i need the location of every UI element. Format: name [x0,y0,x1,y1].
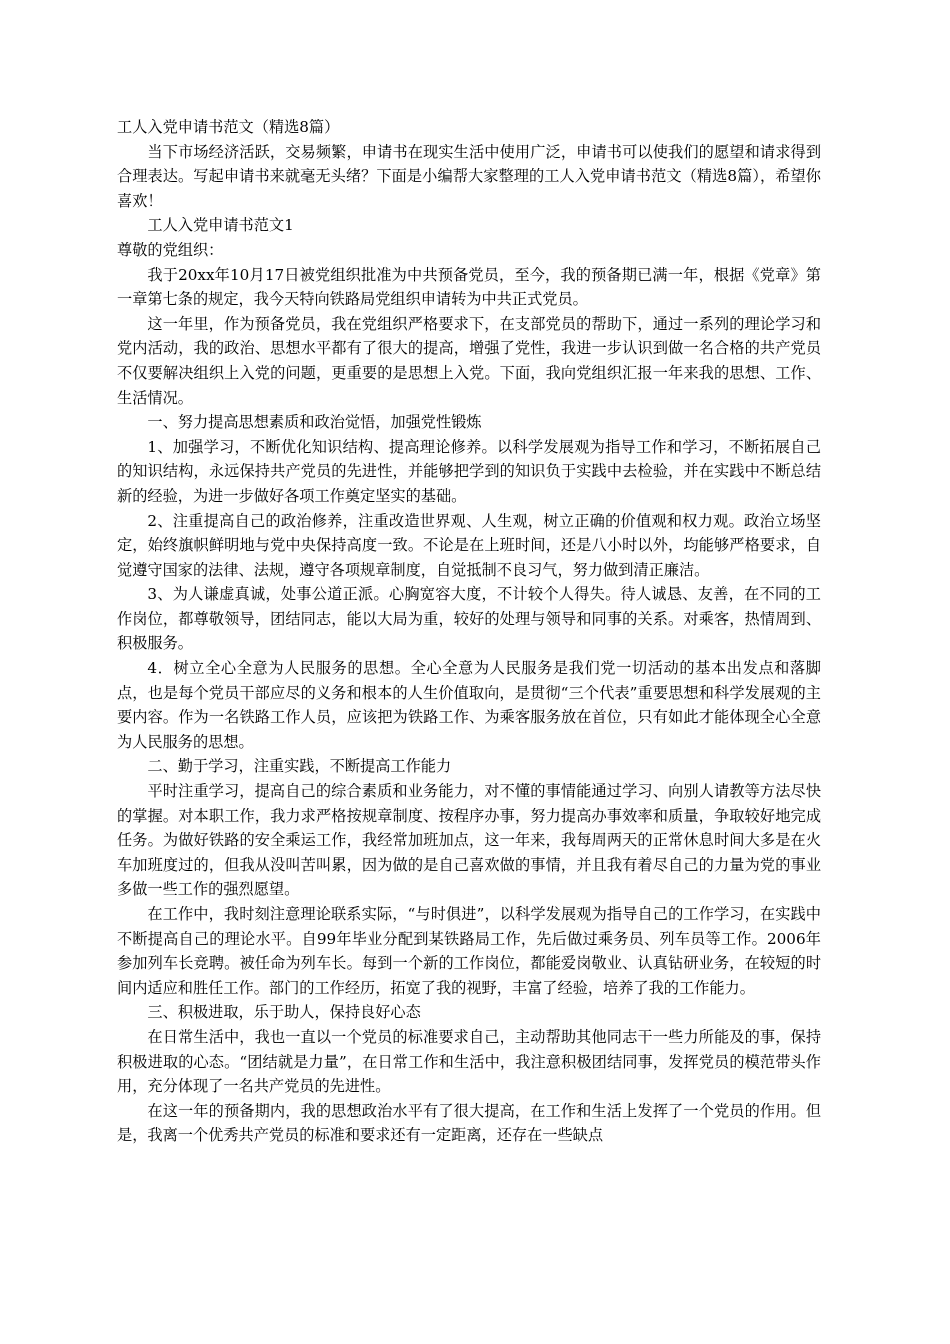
salutation: 尊敬的党组织： [117,240,224,259]
paragraph-4: 2、注重提高自己的政治修养，注重改造世界观、人生观，树立正确的价值观和权力观。政治立场坚定，始终旗帜鲜明地与党中央保持高度一致。不论是在上班时间，还是八小时以外，均能够严格要求，自觉遵守国家的法律、法规，遵守各项规章制度，自觉抵制不良习气，努力做到清正廉洁。 [117,511,821,579]
heading-3: 三、积极进取，乐于助人，保持良好心态 [147,1003,421,1022]
paragraph-8: 在工作中，我时刻注意理论联系实际，“与时俱进”，以科学发展观为指导自己的工作学习，在实践中不断提高自己的理论水平。自99年毕业分配到某铁路局工作，先后做过乘务员、列车员等工作。2006年参加列车长竞聘。被任命为列车长。每到一个新的工作岗位，都能爱岗敬业、认真钻研业务，在较短的时间内适应和胜任工作。部门的工作经历，拓宽了我的视野，丰富了经验，培养了我的工作能力。 [117,905,821,997]
paragraph-1: 我于20xx年10月17日被党组织批准为中共预备党员，至今，我的预备期已满一年，根据《党章》第一章第七条的规定，我今天特向铁路局党组织申请转为中共正式党员。 [117,265,821,309]
paragraph-10: 在这一年的预备期内，我的思想政治水平有了很大提高，在工作和生活上发挥了一个党员的作用。但是，我离一个优秀共产党员的标准和要求还有一定距离，还存在一些缺点 [117,1101,821,1145]
paragraph-5: 3、为人谦虚真诚，处事公道正派。心胸宽容大度，不计较个人得失。待人诚恳、友善，在不同的工作岗位，都尊敬领导，团结同志，能以大局为重，较好的处理与领导和同事的关系。对乘客，热情周到、积极服务。 [117,585,821,653]
paragraph-9: 在日常生活中，我也一直以一个党员的标准要求自己，主动帮助其他同志干一些力所能及的事，保持积极进取的心态。“团结就是力量”，在日常工作和生活中，我注意积极团结同事，发挥党员的模范带头作用，充分体现了一名共产党员的先进性。 [117,1027,821,1096]
paragraph-2: 这一年里，作为预备党员，我在党组织严格要求下，在支部党员的帮助下，通过一系列的理论学习和党内活动，我的政治、思想水平都有了很大的提高，增强了党性，我进一步认识到做一名合格的共产党员不仅要解决组织上入党的问题，更重要的是思想上入党。下面，我向党组织汇报一年来我的思想、工作、生活情况。 [117,314,821,407]
intro-paragraph: 当下市场经济活跃，交易频繁，申请书在现实生活中使用广泛，申请书可以使我们的愿望和请求得到合理表达。写起申请书来就毫无头绪？下面是小编帮大家整理的工人入党申请书范文（精选8篇），希望你喜欢！ [117,142,821,210]
heading-1: 一、努力提高思想素质和政治觉悟，加强党性锻炼 [147,413,482,432]
paragraph-7: 平时注重学习，提高自己的综合素质和业务能力，对不懂的事情能通过学习、向别人请教等方法尽快的掌握。对本职工作，我力求严格按规章制度、按程序办事，努力提高办事效率和质量，争取较好地完成任务。为做好铁路的安全乘运工作，我经常加班加点，这一年来，我每周两天的正常休息时间大多是在火车加班度过的，但我从没叫苦叫累，因为做的是自己喜欢做的事情，并且我有着尽自己的力量为党的事业多做一些工作的强烈愿望。 [117,782,821,899]
document-title: 工人入党申请书范文（精选8篇） [117,118,340,136]
paragraph-6: 4．树立全心全意为人民服务的思想。全心全意为人民服务是我们党一切活动的基本出发点和落脚点，也是每个党员干部应尽的义务和根本的人生价值取向，是贯彻“三个代表”重要思想和科学发展观的主要内容。作为一名铁路工作人员，应该把为铁路工作、为乘客服务放在首位，只有如此才能体现全心全意为人民服务的思想。 [117,659,821,751]
document-page [117,115,821,1148]
paragraph-3: 1、加强学习，不断优化知识结构、提高理论修养。以科学发展观为指导工作和学习，不断拓展自己的知识结构，永远保持共产党员的先进性，并能够把学到的知识负于实践中去检验，并在实践中不断总结新的经验，为进一步做好各项工作奠定坚实的基础。 [117,437,821,505]
section-title: 工人入党申请书范文1 [147,216,294,235]
heading-2: 二、勤于学习，注重实践，不断提高工作能力 [147,757,452,776]
